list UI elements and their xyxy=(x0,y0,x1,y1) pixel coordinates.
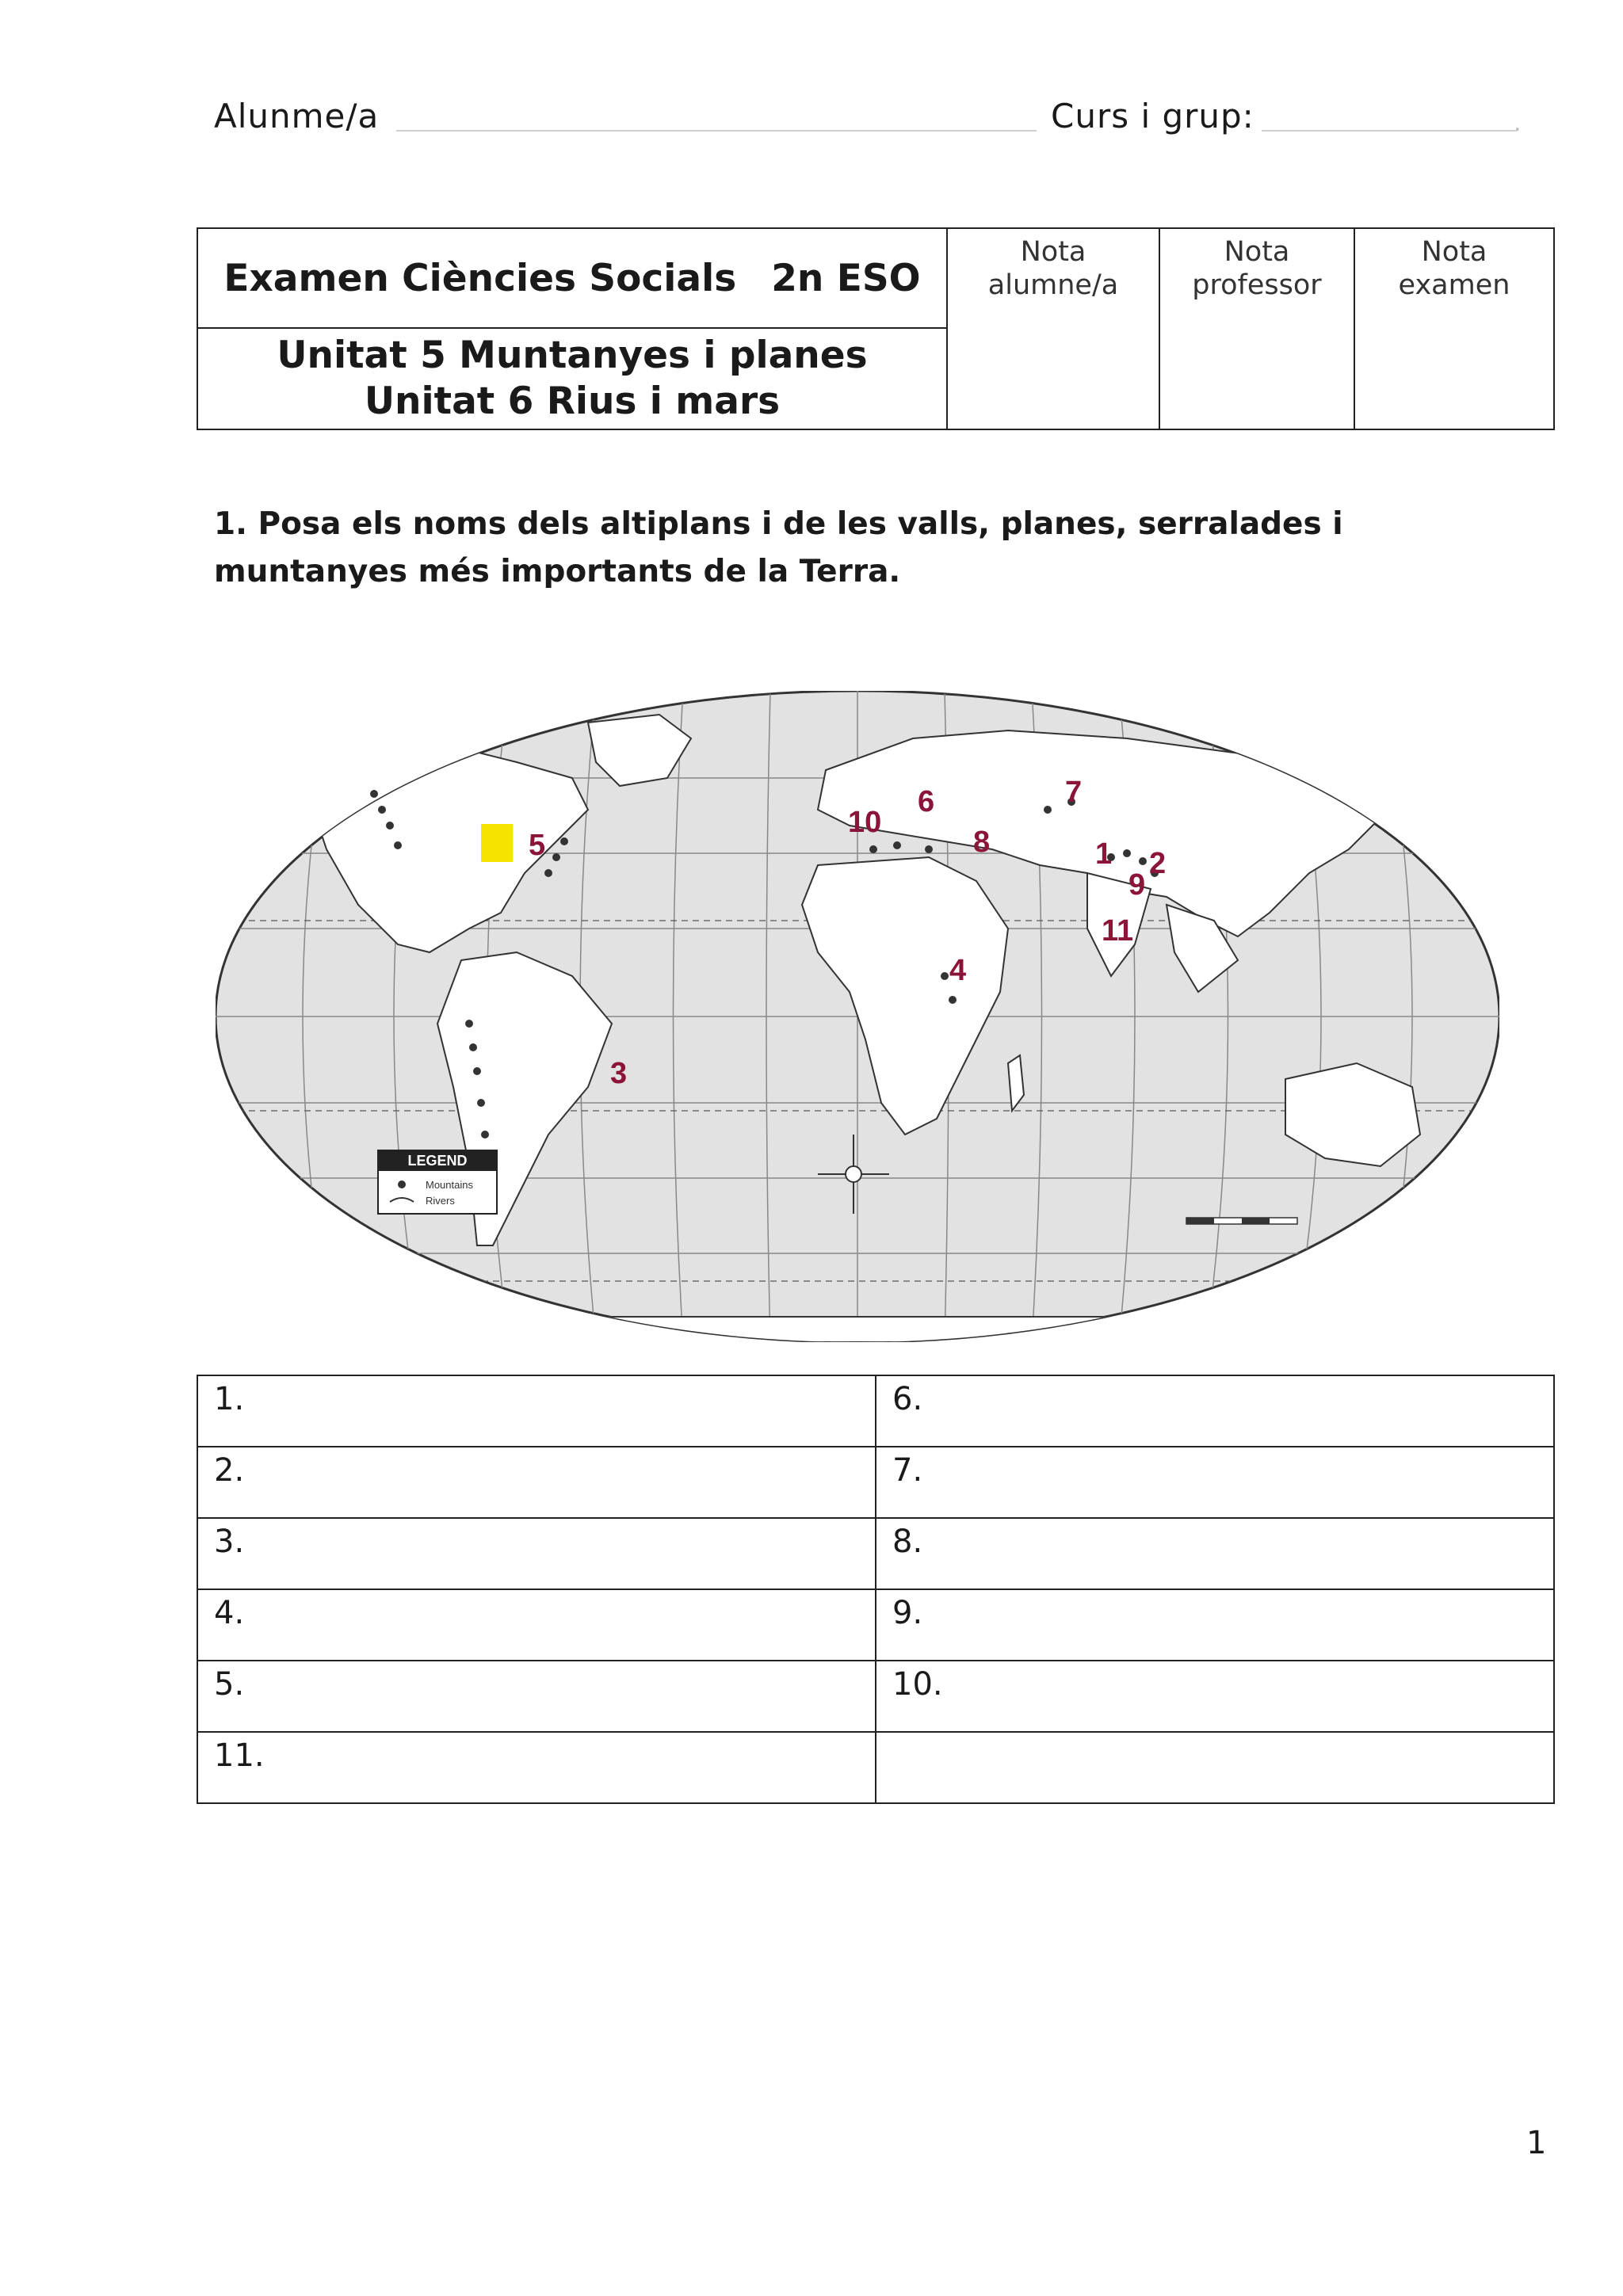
question-1: 1. Posa els noms dels altiplans i de les valls, planes, serralades i muntanyes més importants de la Terra. xyxy=(214,506,1343,589)
scale-bar xyxy=(1186,1218,1297,1224)
nota-alumne-label-2: alumne/a xyxy=(987,269,1119,301)
nota-alumne-label: Nota xyxy=(1020,236,1086,268)
answer-cell-9[interactable]: 9. xyxy=(876,1589,1554,1661)
answer-row xyxy=(197,1589,1554,1661)
unit-6-title: Unitat 6 Rius i mars xyxy=(364,379,781,423)
nota-examen-label-2: examen xyxy=(1398,269,1510,301)
legend-title: LEGEND xyxy=(407,1153,468,1169)
marker-5: 5 xyxy=(529,829,546,862)
answer-cell-empty[interactable] xyxy=(876,1732,1554,1803)
answer-cell-1[interactable]: 1. xyxy=(197,1375,876,1447)
nota-alumne-cell[interactable] xyxy=(947,228,1159,429)
exam-title: Examen Ciències Socials xyxy=(223,256,737,300)
group-field-dot: . xyxy=(1514,109,1522,137)
answer-cell-10[interactable]: 10. xyxy=(876,1661,1554,1732)
answer-row xyxy=(197,1375,1554,1447)
highlight-marker xyxy=(481,824,513,862)
answer-cell-11[interactable]: 11. xyxy=(197,1732,876,1803)
marker-3: 3 xyxy=(610,1057,628,1090)
exam-level: 2n ESO xyxy=(771,256,921,300)
answer-cell-4[interactable]: 4. xyxy=(197,1589,876,1661)
world-map xyxy=(216,691,1499,1342)
answer-cell-6[interactable]: 6. xyxy=(876,1375,1554,1447)
nota-examen-label: Nota xyxy=(1421,236,1487,268)
marker-6: 6 xyxy=(918,785,935,818)
answer-row xyxy=(197,1661,1554,1732)
unit-5-title: Unitat 5 Muntanyes i planes xyxy=(277,334,868,377)
marker-1: 1 xyxy=(1095,837,1113,871)
answer-row xyxy=(197,1447,1554,1518)
nota-examen-cell[interactable] xyxy=(1354,228,1554,429)
map-legend xyxy=(378,1150,497,1214)
legend-mountains: Mountains xyxy=(426,1179,473,1191)
legend-rivers: Rivers xyxy=(426,1195,455,1207)
student-name-label: Alunme/a xyxy=(214,97,380,135)
nota-professor-label-2: professor xyxy=(1192,269,1322,301)
answer-cell-3[interactable]: 3. xyxy=(197,1518,876,1589)
answer-row xyxy=(197,1732,1554,1803)
group-field[interactable] xyxy=(1262,130,1517,132)
exam-header-box xyxy=(197,227,1555,430)
page-number: 1 xyxy=(1526,2125,1547,2161)
group-label: Curs i grup: xyxy=(1051,97,1254,135)
units-cell xyxy=(197,328,947,429)
marker-9: 9 xyxy=(1128,868,1146,902)
nota-professor-label: Nota xyxy=(1224,236,1290,268)
marker-11: 11 xyxy=(1102,914,1134,948)
answer-cell-8[interactable]: 8. xyxy=(876,1518,1554,1589)
answer-cell-5[interactable]: 5. xyxy=(197,1661,876,1732)
marker-8: 8 xyxy=(973,826,991,859)
nota-professor-cell[interactable] xyxy=(1159,228,1354,429)
student-name-field[interactable] xyxy=(396,130,1037,132)
marker-2: 2 xyxy=(1149,847,1167,880)
answer-row xyxy=(197,1518,1554,1589)
answer-cell-2[interactable]: 2. xyxy=(197,1447,876,1518)
answer-cell-7[interactable]: 7. xyxy=(876,1447,1554,1518)
answer-table xyxy=(197,1375,1555,1804)
marker-7: 7 xyxy=(1065,776,1083,809)
marker-4: 4 xyxy=(949,954,967,987)
marker-10: 10 xyxy=(848,806,882,839)
exam-title-cell xyxy=(197,228,947,328)
